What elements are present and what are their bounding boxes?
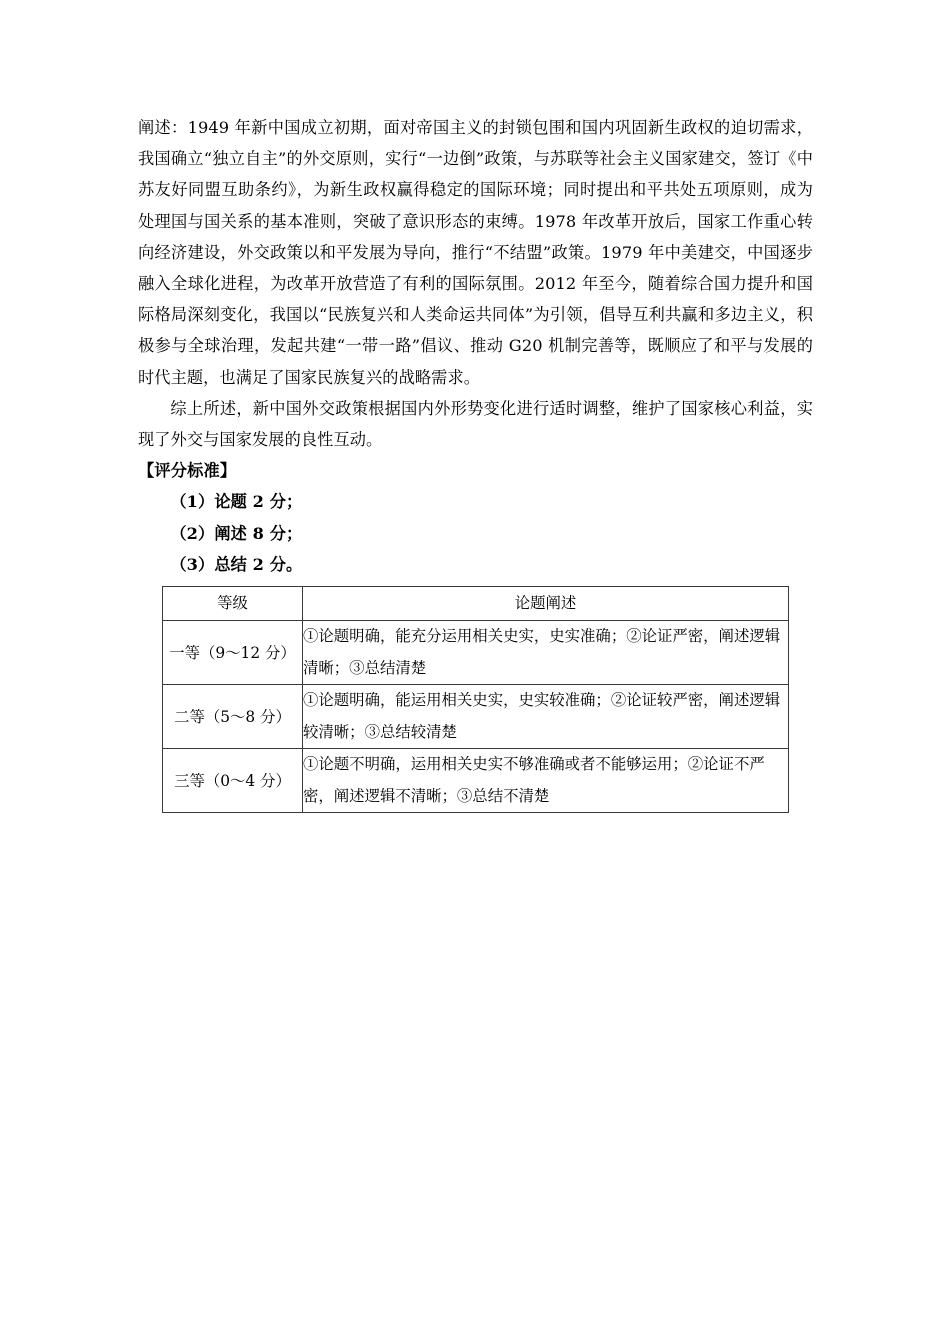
table-header-row (163, 587, 789, 621)
cell-level-tier-1: 一等（9～12 分） (163, 621, 303, 685)
table-row (163, 749, 789, 813)
paragraph-conclusion: 综上所述，新中国外交政策根据国内外形势变化进行适时调整，维护了国家核心利益，实现了外交与国家发展的良性互动。 (138, 398, 813, 450)
table-row (163, 685, 789, 749)
grading-table-wrapper (162, 586, 788, 813)
column-header-level: 等级 (163, 587, 303, 621)
table-row (163, 621, 789, 685)
criteria-item-topic: （1）论题 2 分； (170, 492, 303, 512)
scoring-criteria-list (138, 486, 813, 580)
paragraph-elaboration: 阐述：1949 年新中国成立初期，面对帝国主义的封锁包围和国内巩固新生政权的迫切需求，我国确立“独立自主”的外交原则，实行“一边倒”政策，与苏联等社会主义国家建交，签订《中苏友好同盟互助条约》，为新生政权赢得稳定的国际环境；同时提出和平共处五项原则，成为处理国与国关系的基本准则，突破了意识形态的束缚。1978 年改革开放后，国家工作重心转向经济建设，外交政策以和平发展为导向，推行“不结盟”政策。1979 年中美建交，中国逐步融入全球化进程，为改革开放营造了有利的国际氛围。2012 年至今，随着综合国力提升和国际格局深刻变化，我国以“民族复兴和人类命运共同体”为引领，倡导互利共赢和多边主义，积极参与全球治理，发起共建“一带一路”倡议、推动 G20 机制完善等，既顺应了和平与发展的时代主题，也满足了国家民族复兴的战略需求。 (138, 118, 813, 387)
scoring-criteria-heading: 【评分标准】 (138, 461, 237, 481)
cell-level-tier-2: 二等（5～8 分） (163, 685, 303, 749)
cell-description-tier-1: ①论题明确，能充分运用相关史实，史实准确；②论证严密，阐述逻辑清晰；③总结清楚 (303, 621, 789, 685)
cell-description-tier-3: ①论题不明确，运用相关史实不够准确或者不能够运用；②论证不严密，阐述逻辑不清晰；③总结不清楚 (303, 749, 789, 813)
grading-rubric-table (162, 586, 789, 813)
grading-table-body (163, 621, 789, 813)
cell-level-tier-3: 三等（0～4 分） (163, 749, 303, 813)
document-content (138, 112, 813, 813)
column-header-description: 论题阐述 (303, 587, 789, 621)
criteria-item-elaboration: （2）阐述 8 分； (170, 523, 303, 543)
grading-table-head (163, 587, 789, 621)
cell-description-tier-2: ①论题明确，能运用相关史实，史实较准确；②论证较严密，阐述逻辑较清晰；③总结较清楚 (303, 685, 789, 749)
criteria-item-summary: （3）总结 2 分。 (170, 554, 303, 574)
